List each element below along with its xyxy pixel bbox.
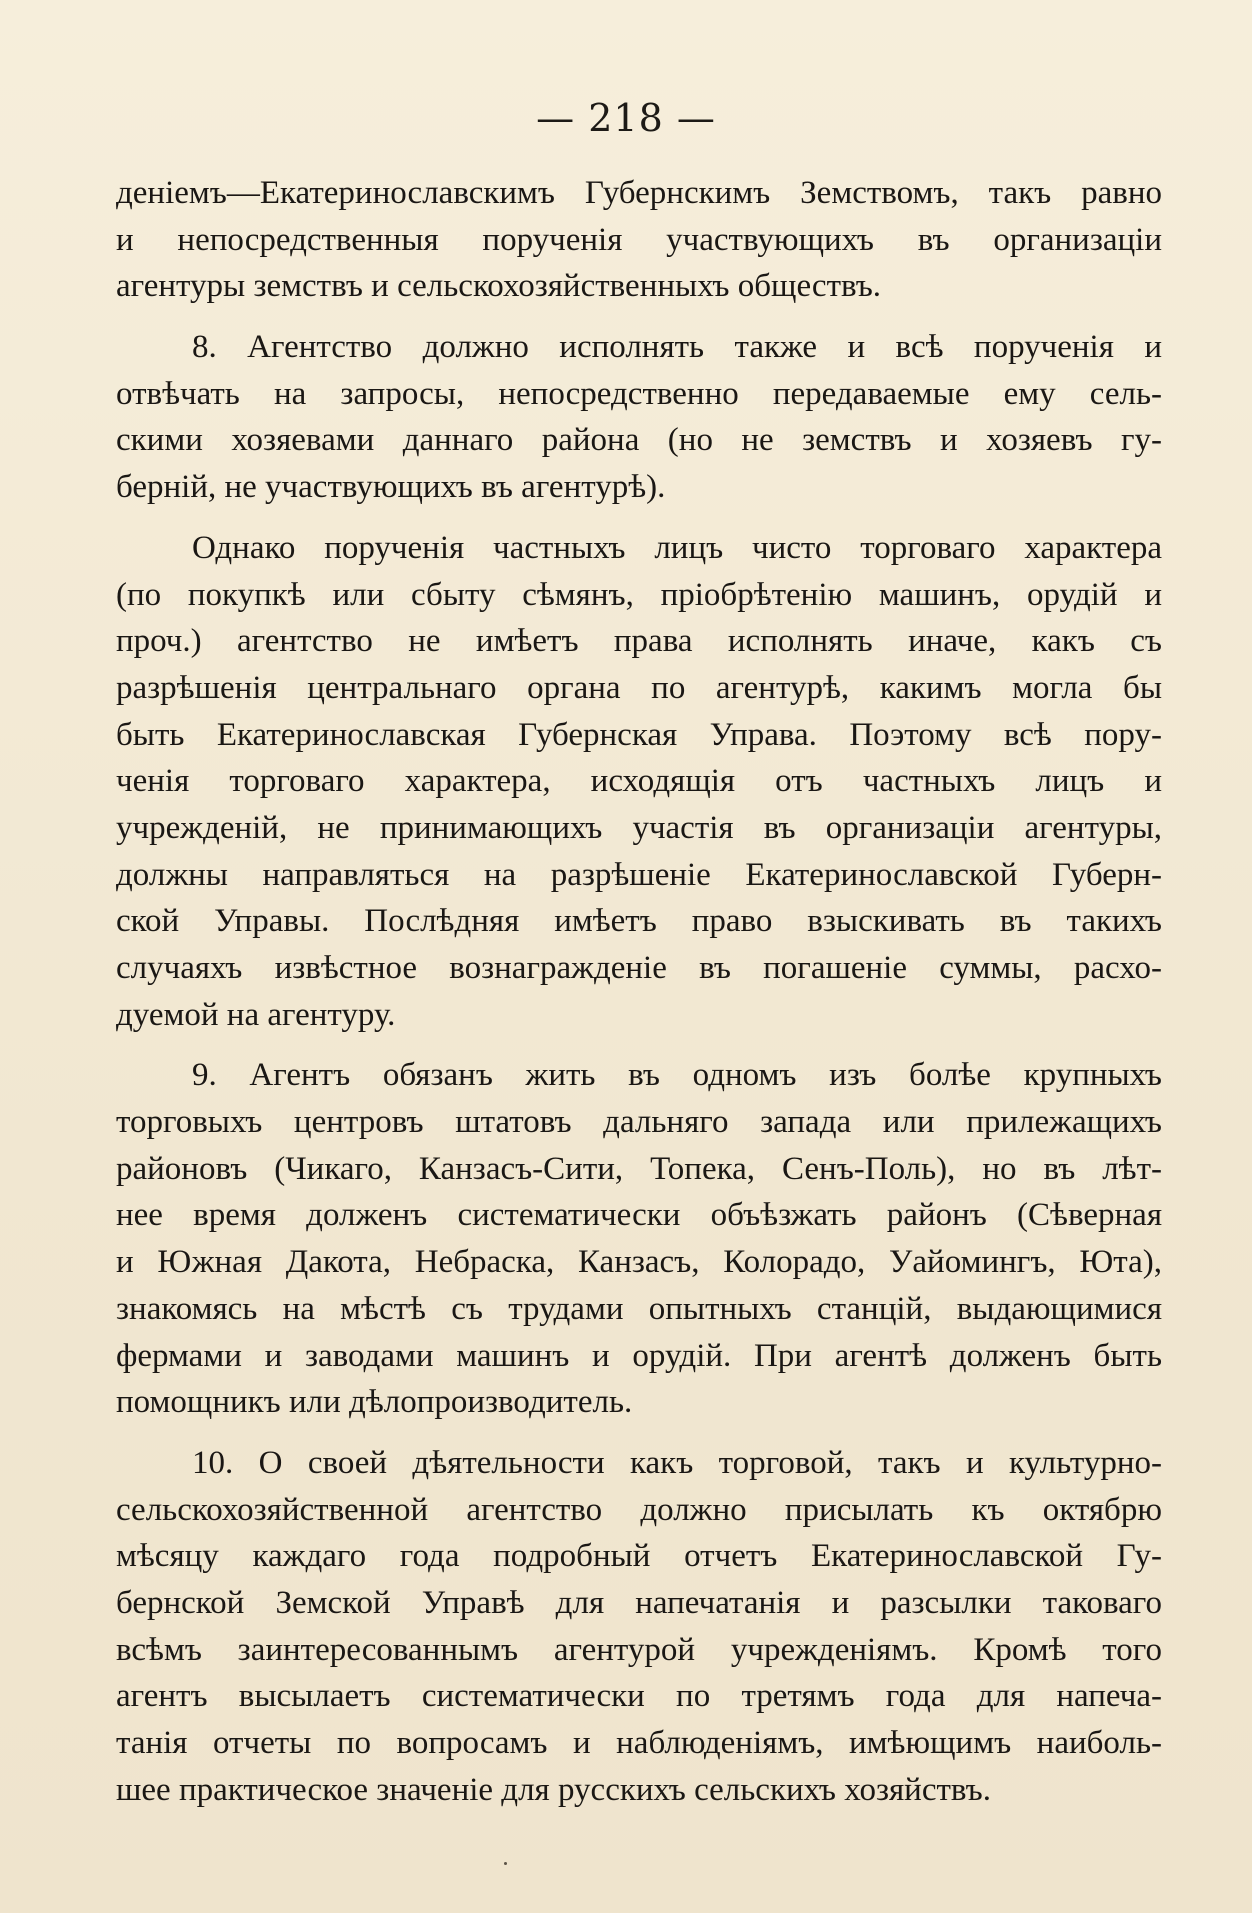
text-line: дуемой на агентуру.	[116, 996, 396, 1033]
text-line: 8. Агентство должно исполнять также и всѣ порученія и	[192, 329, 1162, 366]
text-line: знакомясь на мѣстѣ съ трудами опытныхъ станцій, выдающимися	[116, 1290, 1162, 1327]
paragraph-10	[116, 1440, 1162, 1814]
page-text	[116, 170, 1162, 1813]
text-line: отвѣчать на запросы, непосредственно передаваемые ему сель-	[116, 375, 1162, 412]
text-line: деніемъ—Екатеринославскимъ Губернскимъ Земствомъ, такъ равно	[116, 175, 1162, 211]
text-line: разрѣшенія центральнаго органа по агентурѣ, какимъ могла бы	[116, 669, 1162, 706]
text-line: скими хозяевами даннаго района (но не земствъ и хозяевъ гу-	[116, 422, 1162, 459]
paragraph-9	[116, 1052, 1162, 1426]
text-line: 9. Агентъ обязанъ жить въ одномъ изъ болѣе крупныхъ	[192, 1057, 1162, 1094]
page-number: — 218 —	[536, 96, 716, 140]
text-line: проч.) агентство не имѣетъ права исполнять иначе, какъ съ	[116, 623, 1162, 660]
text-line: ченія торговаго характера, исходящія отъ частныхъ лицъ и	[116, 763, 1162, 800]
text-line: торговыхъ центровъ штатовъ дальняго запада или прилежащихъ	[116, 1104, 1162, 1141]
text-line: агентуры земствъ и сельскохозяйственныхъ обществъ.	[116, 268, 882, 305]
text-line: агентъ высылаетъ систематически по третямъ года для напеча-	[116, 1678, 1162, 1715]
text-line: фермами и заводами машинъ и орудій. При агентѣ долженъ быть	[116, 1337, 1162, 1374]
ink-speck	[504, 1862, 507, 1865]
text-line: (по покупкѣ или сбыту сѣмянъ, пріобрѣтенію машинъ, орудій и	[116, 576, 1162, 613]
text-line: бернской Земской Управѣ для напечатанія и разсылки таковаго	[116, 1584, 1162, 1621]
text-line: 10. О своей дѣятельности какъ торговой, такъ и культурно-	[192, 1444, 1162, 1481]
text-line: и непосредственныя порученія участвующихъ въ организаціи	[116, 221, 1162, 258]
text-line: должны направляться на разрѣшеніе Екатеринославской Губерн-	[116, 856, 1162, 893]
text-line: берній, не участвующихъ въ агентурѣ).	[116, 469, 666, 506]
text-line: и Южная Дакота, Небраска, Канзасъ, Колорадо, Уайомингъ, Юта),	[116, 1244, 1162, 1281]
text-line: шее практическое значеніе для русскихъ сельскихъ хозяйствъ.	[116, 1771, 991, 1808]
paragraph-8	[116, 324, 1162, 511]
paragraph-however	[116, 525, 1162, 1039]
text-line: случаяхъ извѣстное вознагражденіе въ погашеніе суммы, расхо-	[116, 950, 1162, 986]
text-line: быть Екатеринославская Губернская Управа. Поэтому всѣ пору-	[116, 716, 1162, 753]
paragraph-continuation	[116, 170, 1162, 310]
text-line: сельскохозяйственной агентство должно присылать къ октябрю	[116, 1491, 1162, 1528]
text-line: учрежденій, не принимающихъ участія въ организаціи агентуры,	[116, 809, 1162, 846]
text-line: помощникъ или дѣлопроизводитель.	[116, 1384, 633, 1421]
text-line: всѣмъ заинтересованнымъ агентурой учрежденіямъ. Кромѣ того	[116, 1631, 1162, 1668]
text-line: Однако порученія частныхъ лицъ чисто торговаго характера	[192, 529, 1162, 566]
text-line: ской Управы. Послѣдняя имѣетъ право взыскивать въ такихъ	[116, 903, 1162, 940]
text-line: районовъ (Чикаго, Канзасъ-Сити, Топека, Сенъ-Поль), но въ лѣт-	[116, 1150, 1162, 1187]
text-line: мѣсяцу каждаго года подробный отчетъ Екатеринославской Гу-	[116, 1538, 1162, 1575]
text-line: нее время долженъ систематически объѣзжать районъ (Сѣверная	[116, 1197, 1162, 1234]
text-line: танія отчеты по вопросамъ и наблюденіямъ, имѣющимъ наиболь-	[116, 1725, 1162, 1761]
